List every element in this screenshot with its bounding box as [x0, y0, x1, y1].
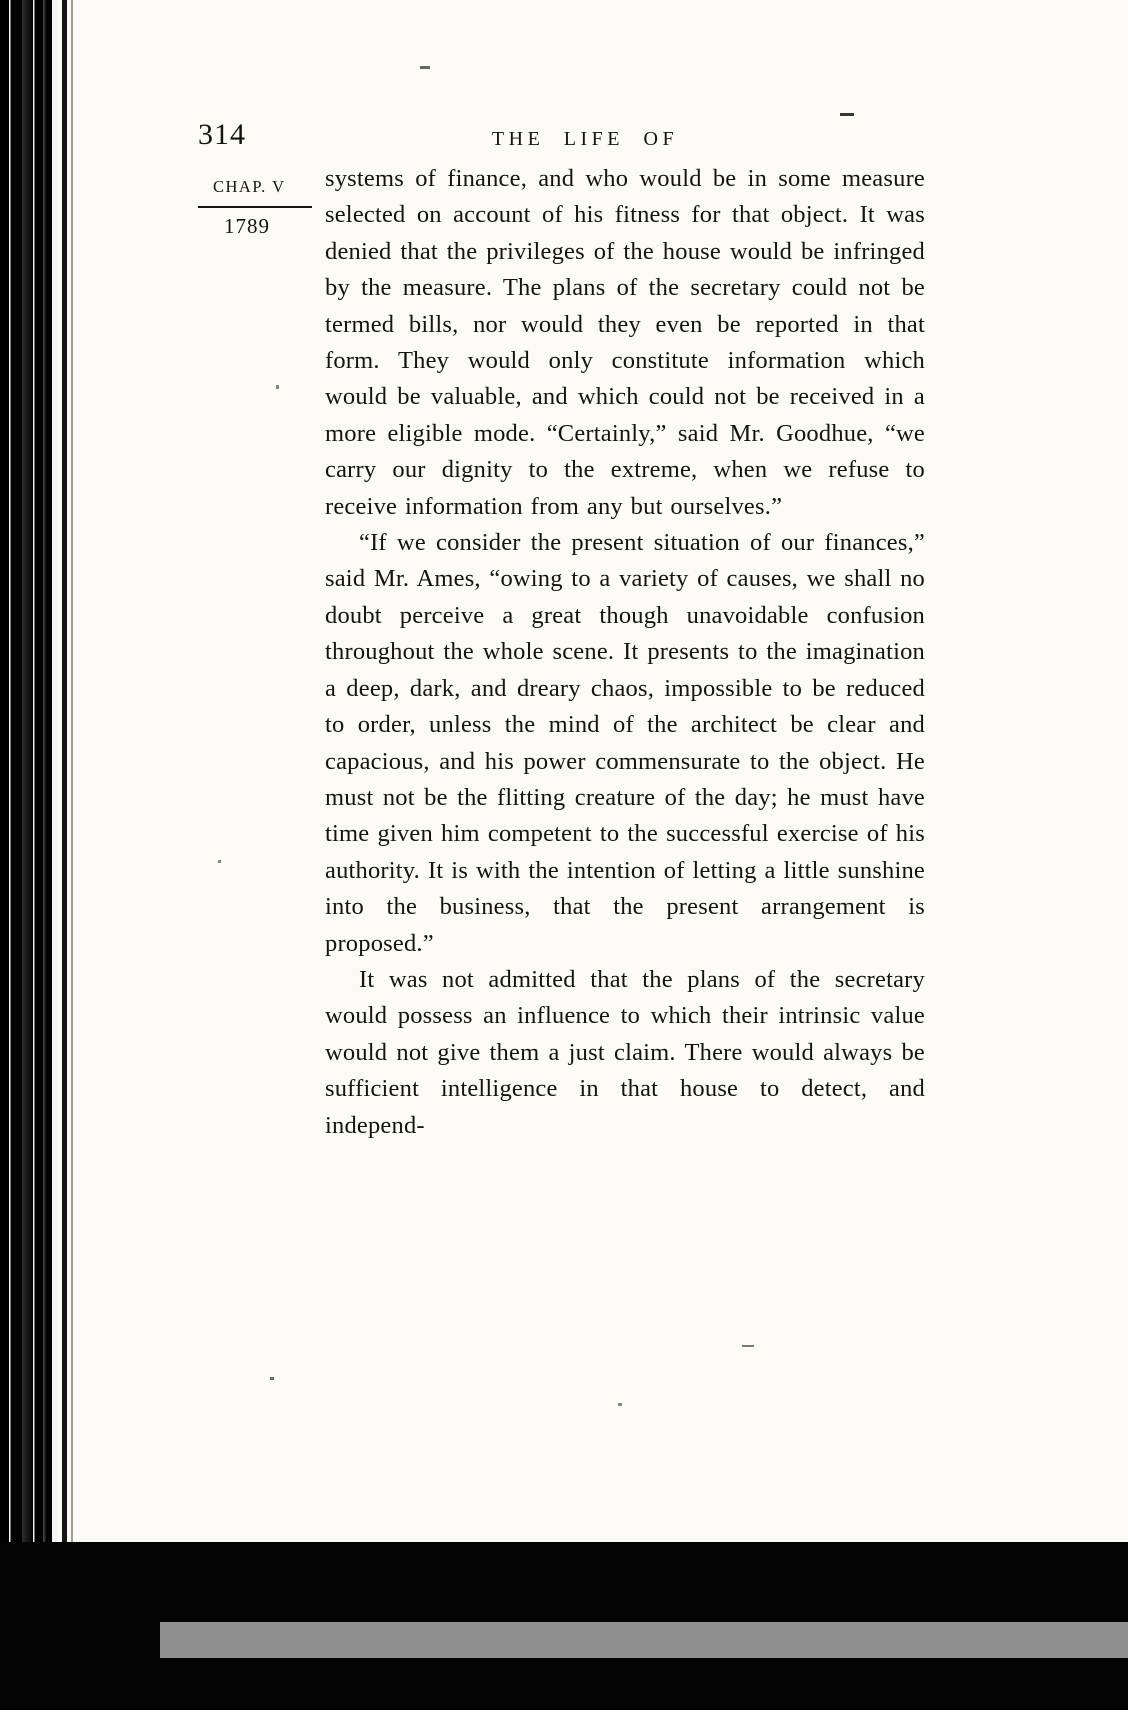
- paragraph-3: It was not admitted that the plans of the secretary would possess an influence to which their intrinsic value would not give them a just claim. There would always be sufficient intelligence in that house to detect, and independ-: [325, 965, 925, 1139]
- running-header: THE LIFE OF: [491, 128, 679, 150]
- spine-line-faint: [71, 0, 73, 1710]
- scan-speck: [218, 860, 221, 863]
- scan-gray-band: [160, 1622, 1128, 1658]
- body-text: [325, 161, 925, 1144]
- paragraph-1: systems of finance, and who would be in some measure selected on account of his fitness for that object. It was denied that the privileges of the house would be infringed by the measure. The plans of the secretary could not be termed bills, nor would they even be reported in that form. They would only constitute information which would be valuable, and which could not be received in a more eligible mode. “Certainly,” said Mr. Goodhue, “we carry our dignity to the extreme, when we refuse to receive information from any but ourselves.”: [325, 165, 925, 520]
- scan-speck: [276, 385, 279, 389]
- chapter-label: CHAP. V: [213, 177, 286, 196]
- scan-bottom-bar: [0, 1542, 1128, 1710]
- scan-speck: [618, 1403, 622, 1406]
- scan-speck: [270, 1377, 274, 1380]
- spine-line: [62, 0, 67, 1710]
- chapter-rule: [198, 206, 312, 208]
- scan-speck: [840, 113, 854, 116]
- book-spine-shadow: [0, 0, 58, 1710]
- page-number: 314: [198, 118, 246, 151]
- margin-year: 1789: [224, 214, 270, 238]
- scan-speck: [420, 66, 430, 69]
- scan-speck: [742, 1345, 754, 1347]
- paragraph-2: “If we consider the present situation of our finances,” said Mr. Ames, “owing to a variety of causes, we shall no doubt perceive a great though unavoidable confusion throughout the whole scene. It presents to the imagination a deep, dark, and dreary chaos, impossible to be reduced to order, unless the mind of the architect be clear and capacious, and his power commensurate to the object. He must not be the flitting creature of the day; he must have time given him competent to the successful exercise of his authority. It is with the intention of letting a little sunshine into the business, that the present arrangement is proposed.”: [325, 529, 925, 957]
